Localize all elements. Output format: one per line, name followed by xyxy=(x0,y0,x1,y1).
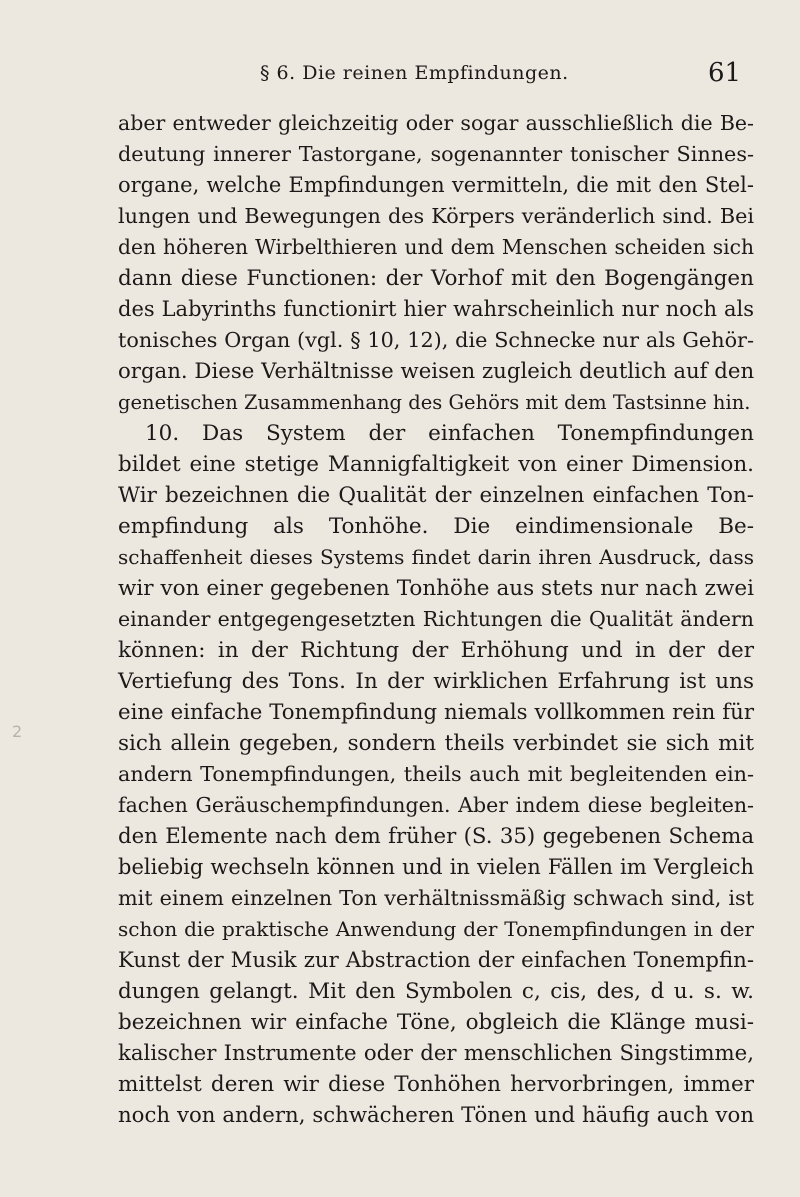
text-line: dungen gelangt. Mit den Symbolen c, cis, des, d u. s. w. xyxy=(118,979,754,1004)
text-line: bezeichnen wir einfache Töne, obgleich die Klänge musi- xyxy=(118,1010,754,1035)
text-line: aber entweder gleichzeitig oder sogar ausschließlich die Be- xyxy=(118,111,754,135)
text-line: tonisches Organ (vgl. § 10, 12), die Schnecke nur als Gehör- xyxy=(118,328,754,352)
margin-pencil-mark: 2 xyxy=(12,722,23,741)
text-line: den höheren Wirbelthieren und dem Menschen scheiden sich xyxy=(118,235,754,259)
text-line: eine einfache Tonempfindung niemals vollkommen rein für xyxy=(118,700,754,725)
text-line: andern Tonempfindungen, theils auch mit begleitenden ein- xyxy=(118,762,754,786)
text-line: mittelst deren wir diese Tonhöhen hervorbringen, immer xyxy=(118,1072,754,1097)
text-line: einander entgegengesetzten Richtungen die Qualität ändern xyxy=(118,607,754,631)
text-line: organ. Diese Verhältnisse weisen zugleich deutlich auf den xyxy=(118,359,755,384)
text-line: schon die praktische Anwendung der Tonempfindungen in der xyxy=(118,917,754,941)
text-line: genetischen Zusammenhang des Gehörs mit dem Tastsinne hin. xyxy=(118,391,751,414)
section-heading-line: 10. Das System der einfachen Tonempfindungen xyxy=(145,421,754,446)
text-line: kalischer Instrumente oder der menschlichen Singstimme, xyxy=(118,1041,754,1066)
text-line: noch von andern, schwächeren Tönen und häufig auch von xyxy=(118,1103,754,1128)
running-header xyxy=(0,58,800,92)
text-line: schaffenheit dieses Systems findet darin ihren Ausdruck, dass xyxy=(118,545,754,569)
text-line: beliebig wechseln können und in vielen Fällen im Vergleich xyxy=(118,855,754,879)
page-number: 61 xyxy=(708,58,742,88)
text-line: lungen und Bewegungen des Körpers veränderlich sind. Bei xyxy=(118,204,754,228)
running-header-title: § 6. Die reinen Empfindungen. xyxy=(260,62,569,84)
text-line: fachen Geräuschempfindungen. Aber indem diese begleiten- xyxy=(118,793,754,817)
text-line: dann diese Functionen: der Vorhof mit den Bogengängen xyxy=(118,266,754,291)
body-text xyxy=(118,108,754,1131)
text-line: mit einem einzelnen Ton verhältnissmäßig schwach sind, ist xyxy=(118,886,754,910)
text-line: empfindung als Tonhöhe. Die eindimensionale Be- xyxy=(118,514,754,539)
text-line: können: in der Richtung der Erhöhung und in der der xyxy=(118,638,754,663)
text-line: bildet eine stetige Mannigfaltigkeit von einer Dimension. xyxy=(118,452,754,477)
text-line: deutung innerer Tastorgane, sogenannter tonischer Sinnes- xyxy=(118,142,754,166)
text-line: sich allein gegeben, sondern theils verbindet sie sich mit xyxy=(118,731,754,756)
text-line: wir von einer gegebenen Tonhöhe aus stets nur nach zwei xyxy=(118,576,754,601)
text-line: organe, welche Empfindungen vermitteln, die mit den Stel- xyxy=(118,173,754,197)
text-line: Kunst der Musik zur Abstraction der einfachen Tonempfin- xyxy=(118,948,754,973)
text-line: Vertiefung des Tons. In der wirklichen Erfahrung ist uns xyxy=(118,669,754,694)
text-line: des Labyrinths functionirt hier wahrscheinlich nur noch als xyxy=(118,297,754,321)
text-line: den Elemente nach dem früher (S. 35) gegebenen Schema xyxy=(118,824,754,849)
text-line: Wir bezeichnen die Qualität der einzelnen einfachen Ton- xyxy=(118,483,754,508)
